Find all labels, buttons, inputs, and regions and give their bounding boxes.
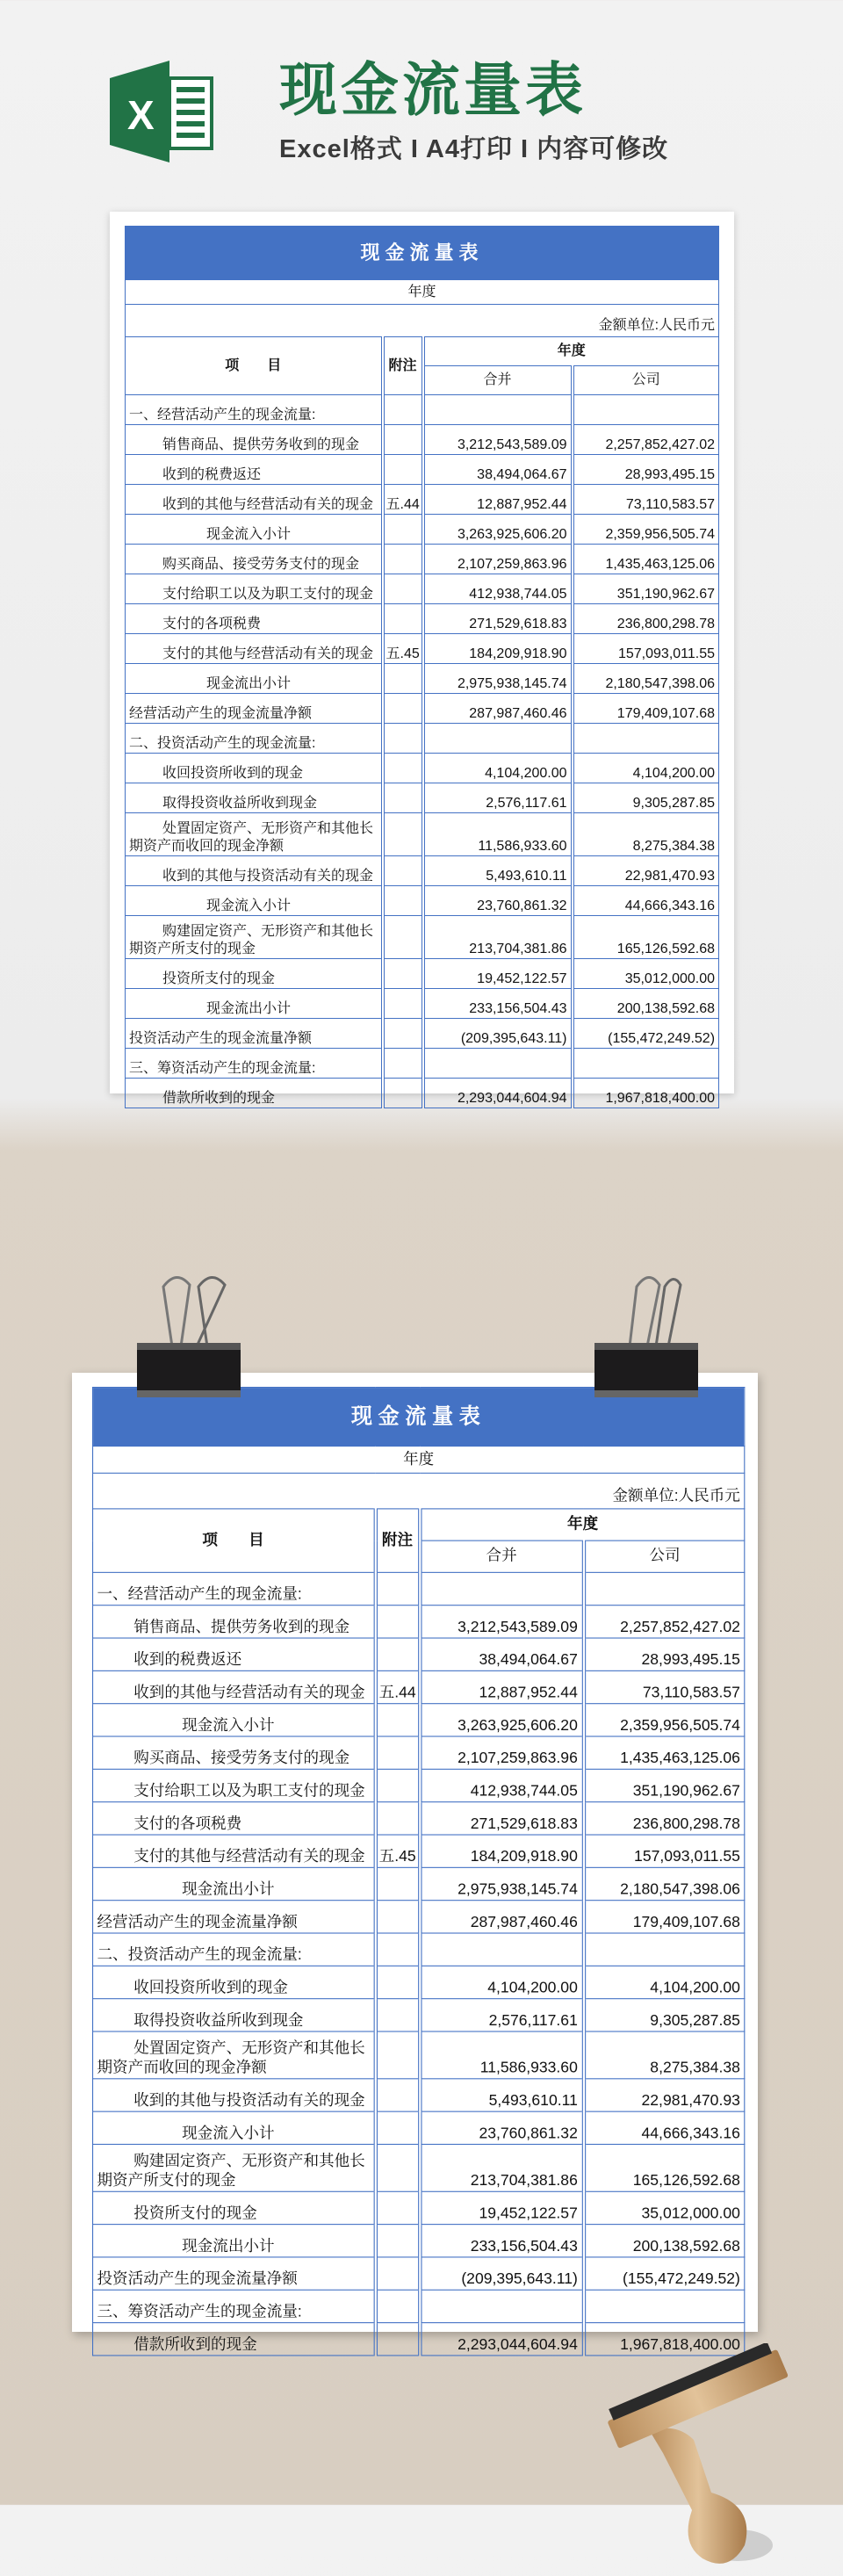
- row-company-value: 35,012,000.00: [583, 2191, 744, 2224]
- row-consolidated-value: 2,293,044,604.94: [420, 2323, 584, 2356]
- row-note: [375, 1638, 420, 1670]
- row-note: [375, 2079, 420, 2111]
- row-company-value: 9,305,287.85: [573, 783, 719, 813]
- period-label: 年度: [126, 280, 719, 305]
- row-item-label: 经营活动产生的现金流量净额: [93, 1901, 376, 1933]
- row-company-value: 44,666,343.16: [583, 2111, 744, 2144]
- row-company-value: 2,180,547,398.06: [583, 1867, 744, 1900]
- row-item-label: 投资活动产生的现金流量净额: [126, 1019, 383, 1049]
- table-row: [126, 783, 719, 813]
- row-note: [375, 1901, 420, 1933]
- row-consolidated-value: 287,987,460.46: [423, 694, 573, 724]
- table-row: [93, 2031, 745, 2079]
- table-row: [93, 1966, 745, 1998]
- row-consolidated-value: 23,760,861.32: [420, 2111, 584, 2144]
- row-consolidated-value: 287,987,460.46: [420, 1901, 584, 1933]
- row-note: [383, 989, 423, 1019]
- row-item-label: 取得投资收益所收到现金: [93, 1999, 376, 2031]
- row-item-label: 投资活动产生的现金流量净额: [93, 2257, 376, 2290]
- column-header-period: 年度: [420, 1509, 745, 1541]
- row-consolidated-value: 271,529,618.83: [423, 604, 573, 634]
- row-item-label: 购建固定资产、无形资产和其他长期资产所支付的现金: [126, 916, 383, 959]
- row-note: [383, 724, 423, 754]
- period-row: [93, 1447, 745, 1474]
- header-row: [126, 337, 719, 366]
- row-item-label: 一、经营活动产生的现金流量:: [93, 1572, 376, 1605]
- row-note: [375, 2191, 420, 2224]
- table-row: [93, 1736, 745, 1769]
- column-header-item: 项 目: [93, 1509, 376, 1572]
- row-note: 五.44: [375, 1670, 420, 1703]
- row-item-label: 现金流出小计: [93, 2225, 376, 2257]
- row-consolidated-value: 3,212,543,589.09: [423, 425, 573, 455]
- row-consolidated-value: 233,156,504.43: [423, 989, 573, 1019]
- rubber-stamp-icon: [580, 2343, 808, 2572]
- row-item-label: 投资所支付的现金: [93, 2191, 376, 2224]
- table-row: [93, 1605, 745, 1638]
- table-row: [126, 515, 719, 545]
- table-row: [126, 886, 719, 916]
- period-row: [126, 280, 719, 305]
- row-note: [375, 2257, 420, 2290]
- row-company-value: 236,800,298.78: [583, 1802, 744, 1835]
- period-label: 年度: [93, 1447, 745, 1474]
- row-company-value: 4,104,200.00: [583, 1966, 744, 1998]
- row-consolidated-value: 4,104,200.00: [420, 1966, 584, 1998]
- row-company-value: 165,126,592.68: [573, 916, 719, 959]
- row-consolidated-value: 3,212,543,589.09: [420, 1605, 584, 1638]
- row-consolidated-value: 23,760,861.32: [423, 886, 573, 916]
- table-row: [93, 1867, 745, 1900]
- row-note: [375, 2225, 420, 2257]
- row-consolidated-value: [423, 724, 573, 754]
- cash-flow-table-preview: [125, 226, 718, 1108]
- column-header-item: 项 目: [126, 337, 383, 395]
- row-item-label: 一、经营活动产生的现金流量:: [126, 395, 383, 425]
- row-item-label: 现金流入小计: [93, 2111, 376, 2144]
- row-note: [383, 604, 423, 634]
- page-subtitle: Excel格式 I A4打印 I 内容可修改: [279, 135, 669, 163]
- row-note: [383, 395, 423, 425]
- row-company-value: 351,190,962.67: [573, 574, 719, 604]
- row-consolidated-value: 4,104,200.00: [423, 754, 573, 783]
- table-row: [93, 2079, 745, 2111]
- row-item-label: 收到的税费返还: [126, 455, 383, 485]
- row-consolidated-value: 19,452,122.57: [420, 2191, 584, 2224]
- row-item-label: 购买商品、接受劳务支付的现金: [93, 1736, 376, 1769]
- row-consolidated-value: 12,887,952.44: [423, 485, 573, 515]
- table-row: [126, 856, 719, 886]
- row-note: [383, 455, 423, 485]
- row-item-label: 二、投资活动产生的现金流量:: [93, 1933, 376, 1966]
- row-item-label: 现金流入小计: [126, 515, 383, 545]
- row-item-label: 支付给职工以及为职工支付的现金: [93, 1769, 376, 1801]
- row-note: [375, 1572, 420, 1605]
- row-company-value: 22,981,470.93: [573, 856, 719, 886]
- row-note: [383, 1079, 423, 1108]
- row-company-value: [573, 724, 719, 754]
- row-company-value: [583, 2290, 744, 2322]
- row-company-value: [573, 1049, 719, 1079]
- column-header-period: 年度: [423, 337, 719, 366]
- table-row: [93, 2144, 745, 2191]
- column-header-consolidated: 合并: [423, 366, 573, 395]
- row-company-value: 4,104,200.00: [573, 754, 719, 783]
- column-header-note: 附注: [383, 337, 423, 395]
- row-item-label: 收回投资所收到的现金: [126, 754, 383, 783]
- table-row: [93, 2225, 745, 2257]
- table-title: 现金流量表: [126, 227, 719, 280]
- table-row: [93, 1638, 745, 1670]
- row-company-value: 35,012,000.00: [573, 959, 719, 989]
- row-item-label: 处置固定资产、无形资产和其他长期资产而收回的现金净额: [93, 2031, 376, 2079]
- row-consolidated-value: 271,529,618.83: [420, 1802, 584, 1835]
- row-note: [383, 1019, 423, 1049]
- row-item-label: 现金流出小计: [93, 1867, 376, 1900]
- row-company-value: 8,275,384.38: [573, 813, 719, 856]
- cash-flow-table: [92, 1387, 745, 2356]
- row-company-value: 200,138,592.68: [573, 989, 719, 1019]
- table-row: [126, 664, 719, 694]
- row-company-value: 2,180,547,398.06: [573, 664, 719, 694]
- row-company-value: 44,666,343.16: [573, 886, 719, 916]
- row-consolidated-value: [420, 2290, 584, 2322]
- row-company-value: 1,967,818,400.00: [573, 1079, 719, 1108]
- page-title: 现金流量表: [279, 57, 587, 122]
- table-row: [126, 574, 719, 604]
- table-row: [93, 2111, 745, 2144]
- row-note: [375, 1933, 420, 1966]
- row-note: [375, 2323, 420, 2356]
- row-consolidated-value: [423, 395, 573, 425]
- row-consolidated-value: 213,704,381.86: [420, 2144, 584, 2191]
- row-consolidated-value: [420, 1572, 584, 1605]
- svg-text:X: X: [127, 92, 155, 138]
- column-header-note: 附注: [375, 1509, 420, 1572]
- row-note: [383, 574, 423, 604]
- row-item-label: 支付的其他与经营活动有关的现金: [93, 1835, 376, 1867]
- table-row: [126, 1019, 719, 1049]
- row-note: [383, 783, 423, 813]
- binder-clip-icon: [594, 1269, 700, 1401]
- table-row: [126, 754, 719, 783]
- row-consolidated-value: 2,107,259,863.96: [423, 545, 573, 574]
- row-company-value: 236,800,298.78: [573, 604, 719, 634]
- row-item-label: 销售商品、提供劳务收到的现金: [126, 425, 383, 455]
- table-row: [93, 1835, 745, 1867]
- table-row: [126, 1079, 719, 1108]
- row-item-label: 收回投资所收到的现金: [93, 1966, 376, 1998]
- table-row: [93, 1802, 745, 1835]
- row-company-value: 8,275,384.38: [583, 2031, 744, 2079]
- row-note: [383, 856, 423, 886]
- row-company-value: 73,110,583.57: [573, 485, 719, 515]
- row-item-label: 购建固定资产、无形资产和其他长期资产所支付的现金: [93, 2144, 376, 2191]
- row-item-label: 支付给职工以及为职工支付的现金: [126, 574, 383, 604]
- row-consolidated-value: (209,395,643.11): [420, 2257, 584, 2290]
- row-item-label: 支付的各项税费: [126, 604, 383, 634]
- row-note: [383, 545, 423, 574]
- row-consolidated-value: 11,586,933.60: [420, 2031, 584, 2079]
- currency-unit-label: 金额单位:人民币元: [126, 305, 719, 337]
- row-note: [383, 886, 423, 916]
- row-consolidated-value: 184,209,918.90: [420, 1835, 584, 1867]
- row-note: 五.45: [383, 634, 423, 664]
- row-item-label: 支付的各项税费: [93, 1802, 376, 1835]
- row-note: [375, 2031, 420, 2079]
- row-item-label: 支付的其他与经营活动有关的现金: [126, 634, 383, 664]
- column-header-company: 公司: [583, 1541, 744, 1572]
- row-company-value: (155,472,249.52): [573, 1019, 719, 1049]
- row-company-value: 1,435,463,125.06: [573, 545, 719, 574]
- row-consolidated-value: 11,586,933.60: [423, 813, 573, 856]
- unit-row: [93, 1473, 745, 1509]
- table-row: [93, 1901, 745, 1933]
- header-row: [93, 1509, 745, 1541]
- row-note: [383, 425, 423, 455]
- row-consolidated-value: 5,493,610.11: [420, 2079, 584, 2111]
- table-row: [93, 2257, 745, 2290]
- row-company-value: [583, 1933, 744, 1966]
- table-row: [126, 545, 719, 574]
- row-consolidated-value: 3,263,925,606.20: [423, 515, 573, 545]
- row-note: [383, 916, 423, 959]
- cash-flow-table: [125, 226, 719, 1108]
- row-item-label: 三、筹资活动产生的现金流量:: [126, 1049, 383, 1079]
- table-row: [126, 1049, 719, 1079]
- table-title-row: [126, 227, 719, 280]
- table-row: [93, 1670, 745, 1703]
- row-note: [375, 1605, 420, 1638]
- row-consolidated-value: 2,975,938,145.74: [420, 1867, 584, 1900]
- row-note: [375, 2111, 420, 2144]
- row-note: [383, 754, 423, 783]
- binder-clip-icon: [137, 1269, 242, 1401]
- row-company-value: 179,409,107.68: [583, 1901, 744, 1933]
- row-company-value: 22,981,470.93: [583, 2079, 744, 2111]
- row-consolidated-value: 2,576,117.61: [420, 1999, 584, 2031]
- row-item-label: 销售商品、提供劳务收到的现金: [93, 1605, 376, 1638]
- table-row: [93, 1572, 745, 1605]
- row-note: [375, 1802, 420, 1835]
- row-note: [375, 1704, 420, 1736]
- table-row: [126, 694, 719, 724]
- row-item-label: 现金流入小计: [126, 886, 383, 916]
- excel-icon: [110, 61, 213, 162]
- row-consolidated-value: 38,494,064.67: [423, 455, 573, 485]
- row-item-label: 收到的其他与经营活动有关的现金: [126, 485, 383, 515]
- row-company-value: [583, 1572, 744, 1605]
- row-note: [383, 959, 423, 989]
- row-consolidated-value: 2,293,044,604.94: [423, 1079, 573, 1108]
- row-item-label: 借款所收到的现金: [126, 1079, 383, 1108]
- row-consolidated-value: 233,156,504.43: [420, 2225, 584, 2257]
- row-item-label: 现金流入小计: [93, 1704, 376, 1736]
- row-consolidated-value: 412,938,744.05: [423, 574, 573, 604]
- row-note: 五.45: [375, 1835, 420, 1867]
- row-company-value: 2,257,852,427.02: [583, 1605, 744, 1638]
- row-item-label: 二、投资活动产生的现金流量:: [126, 724, 383, 754]
- row-company-value: 2,359,956,505.74: [583, 1704, 744, 1736]
- table-row: [93, 2290, 745, 2322]
- row-consolidated-value: [420, 1933, 584, 1966]
- row-consolidated-value: (209,395,643.11): [423, 1019, 573, 1049]
- row-note: [375, 1966, 420, 1998]
- row-consolidated-value: 184,209,918.90: [423, 634, 573, 664]
- table-row: [126, 455, 719, 485]
- table-row: [93, 1769, 745, 1801]
- row-consolidated-value: 38,494,064.67: [420, 1638, 584, 1670]
- row-note: [383, 694, 423, 724]
- row-company-value: 9,305,287.85: [583, 1999, 744, 2031]
- row-company-value: [573, 395, 719, 425]
- table-row: [93, 2191, 745, 2224]
- row-item-label: 取得投资收益所收到现金: [126, 783, 383, 813]
- row-item-label: 处置固定资产、无形资产和其他长期资产而收回的现金净额: [126, 813, 383, 856]
- table-row: [126, 425, 719, 455]
- row-consolidated-value: 2,975,938,145.74: [423, 664, 573, 694]
- table-row: [126, 485, 719, 515]
- row-company-value: 157,093,011.55: [573, 634, 719, 664]
- row-consolidated-value: 2,107,259,863.96: [420, 1736, 584, 1769]
- row-consolidated-value: 412,938,744.05: [420, 1769, 584, 1801]
- row-company-value: 200,138,592.68: [583, 2225, 744, 2257]
- table-row: [93, 1933, 745, 1966]
- row-note: [375, 1999, 420, 2031]
- row-company-value: (155,472,249.52): [583, 2257, 744, 2290]
- cash-flow-table-mockup: [92, 1387, 744, 2356]
- row-company-value: 157,093,011.55: [583, 1835, 744, 1867]
- row-company-value: 2,257,852,427.02: [573, 425, 719, 455]
- row-note: [375, 1736, 420, 1769]
- row-consolidated-value: 19,452,122.57: [423, 959, 573, 989]
- row-company-value: 2,359,956,505.74: [573, 515, 719, 545]
- row-item-label: 经营活动产生的现金流量净额: [126, 694, 383, 724]
- row-company-value: 1,435,463,125.06: [583, 1736, 744, 1769]
- row-item-label: 购买商品、接受劳务支付的现金: [126, 545, 383, 574]
- table-row: [126, 395, 719, 425]
- column-header-company: 公司: [573, 366, 719, 395]
- table-row: [126, 724, 719, 754]
- table-row: [126, 916, 719, 959]
- row-consolidated-value: 12,887,952.44: [420, 1670, 584, 1703]
- table-row: [126, 989, 719, 1019]
- row-note: [383, 664, 423, 694]
- row-item-label: 现金流出小计: [126, 664, 383, 694]
- row-item-label: 借款所收到的现金: [93, 2323, 376, 2356]
- column-header-consolidated: 合并: [420, 1541, 584, 1572]
- row-item-label: 收到的其他与投资活动有关的现金: [93, 2079, 376, 2111]
- row-item-label: 现金流出小计: [126, 989, 383, 1019]
- table-row: [93, 1704, 745, 1736]
- row-company-value: 1,967,818,400.00: [583, 2323, 744, 2356]
- row-company-value: 28,993,495.15: [583, 1638, 744, 1670]
- row-note: [375, 2290, 420, 2322]
- row-company-value: 179,409,107.68: [573, 694, 719, 724]
- table-row: [126, 634, 719, 664]
- row-item-label: 收到的其他与投资活动有关的现金: [126, 856, 383, 886]
- table-row: [126, 959, 719, 989]
- table-row: [126, 604, 719, 634]
- row-note: [375, 1769, 420, 1801]
- row-company-value: 73,110,583.57: [583, 1670, 744, 1703]
- row-note: [383, 515, 423, 545]
- row-company-value: 165,126,592.68: [583, 2144, 744, 2191]
- row-item-label: 收到的税费返还: [93, 1638, 376, 1670]
- table-row: [93, 1999, 745, 2031]
- table-row: [126, 813, 719, 856]
- row-note: [383, 813, 423, 856]
- row-note: [375, 1867, 420, 1900]
- row-company-value: 28,993,495.15: [573, 455, 719, 485]
- table-title: 现金流量表: [93, 1388, 745, 1447]
- row-consolidated-value: 5,493,610.11: [423, 856, 573, 886]
- row-consolidated-value: 213,704,381.86: [423, 916, 573, 959]
- unit-row: [126, 305, 719, 337]
- row-company-value: 351,190,962.67: [583, 1769, 744, 1801]
- row-note: [375, 2144, 420, 2191]
- row-consolidated-value: [423, 1049, 573, 1079]
- row-consolidated-value: 2,576,117.61: [423, 783, 573, 813]
- row-consolidated-value: 3,263,925,606.20: [420, 1704, 584, 1736]
- row-note: 五.44: [383, 485, 423, 515]
- row-item-label: 投资所支付的现金: [126, 959, 383, 989]
- row-item-label: 收到的其他与经营活动有关的现金: [93, 1670, 376, 1703]
- currency-unit-label: 金额单位:人民币元: [93, 1473, 745, 1509]
- row-note: [383, 1049, 423, 1079]
- row-item-label: 三、筹资活动产生的现金流量:: [93, 2290, 376, 2322]
